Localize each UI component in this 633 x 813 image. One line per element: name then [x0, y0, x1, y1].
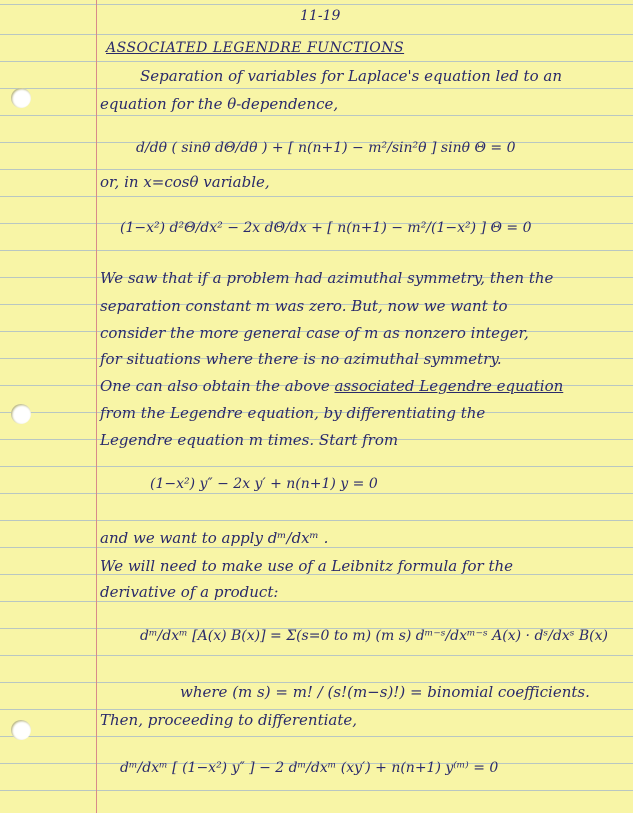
equation: (1−x²) d²Θ/dx² − 2x dΘ/dx + [ n(n+1) − m²/(1−x²) ] Θ = 0 [120, 220, 532, 236]
text-line: Legendre equation m times. Start from [100, 431, 399, 449]
equation: dᵐ/dxᵐ [A(x) B(x)] = Σ(s=0 to m) (m s) dᵐ⁻ˢ/dxᵐ⁻ˢ A(x) · dˢ/dxˢ B(x) [140, 628, 608, 644]
underlined-text: associated Legendre equation [334, 377, 564, 395]
margin-line [96, 0, 97, 813]
text-line: We saw that if a problem had azimuthal symmetry, then the [100, 269, 554, 287]
text-line: from the Legendre equation, by differentiating the [100, 404, 486, 422]
text-line: for situations where there is no azimuthal symmetry. [100, 350, 502, 368]
page-heading: ASSOCIATED LEGENDRE FUNCTIONS [106, 40, 405, 56]
text-line: separation constant m was zero. But, now we want to [100, 297, 508, 315]
binder-hole [11, 720, 31, 740]
text-line: derivative of a product: [100, 583, 279, 601]
text-line: We will need to make use of a Leibnitz formula for the [100, 557, 514, 575]
text-segment: One can also obtain the above [100, 377, 335, 395]
text-line [100, 376, 563, 396]
text-line: and we want to apply dᵐ/dxᵐ . [100, 529, 329, 547]
page-number: 11-19 [300, 8, 341, 24]
equation: (1−x²) y″ − 2x y′ + n(n+1) y = 0 [150, 476, 378, 492]
equation: dᵐ/dxᵐ [ (1−x²) y″ ] − 2 dᵐ/dxᵐ (xy′) + n(n+1) y⁽ᵐ⁾ = 0 [120, 760, 499, 776]
text-line: where (m s) = m! / (s!(m−s)!) = binomial coefficients. [180, 683, 590, 701]
text-line: equation for the θ-dependence, [100, 95, 339, 113]
text-line: Separation of variables for Laplace's equation led to an [140, 67, 562, 85]
binder-hole [11, 404, 31, 424]
equation: d/dθ ( sinθ dΘ/dθ ) + [ n(n+1) − m²/sin²θ ] sinθ Θ = 0 [136, 140, 516, 156]
binder-hole [11, 88, 31, 108]
text-line: Then, proceeding to differentiate, [100, 711, 358, 729]
text-line: or, in x=cosθ variable, [100, 173, 270, 191]
text-line: consider the more general case of m as nonzero integer, [100, 324, 529, 342]
